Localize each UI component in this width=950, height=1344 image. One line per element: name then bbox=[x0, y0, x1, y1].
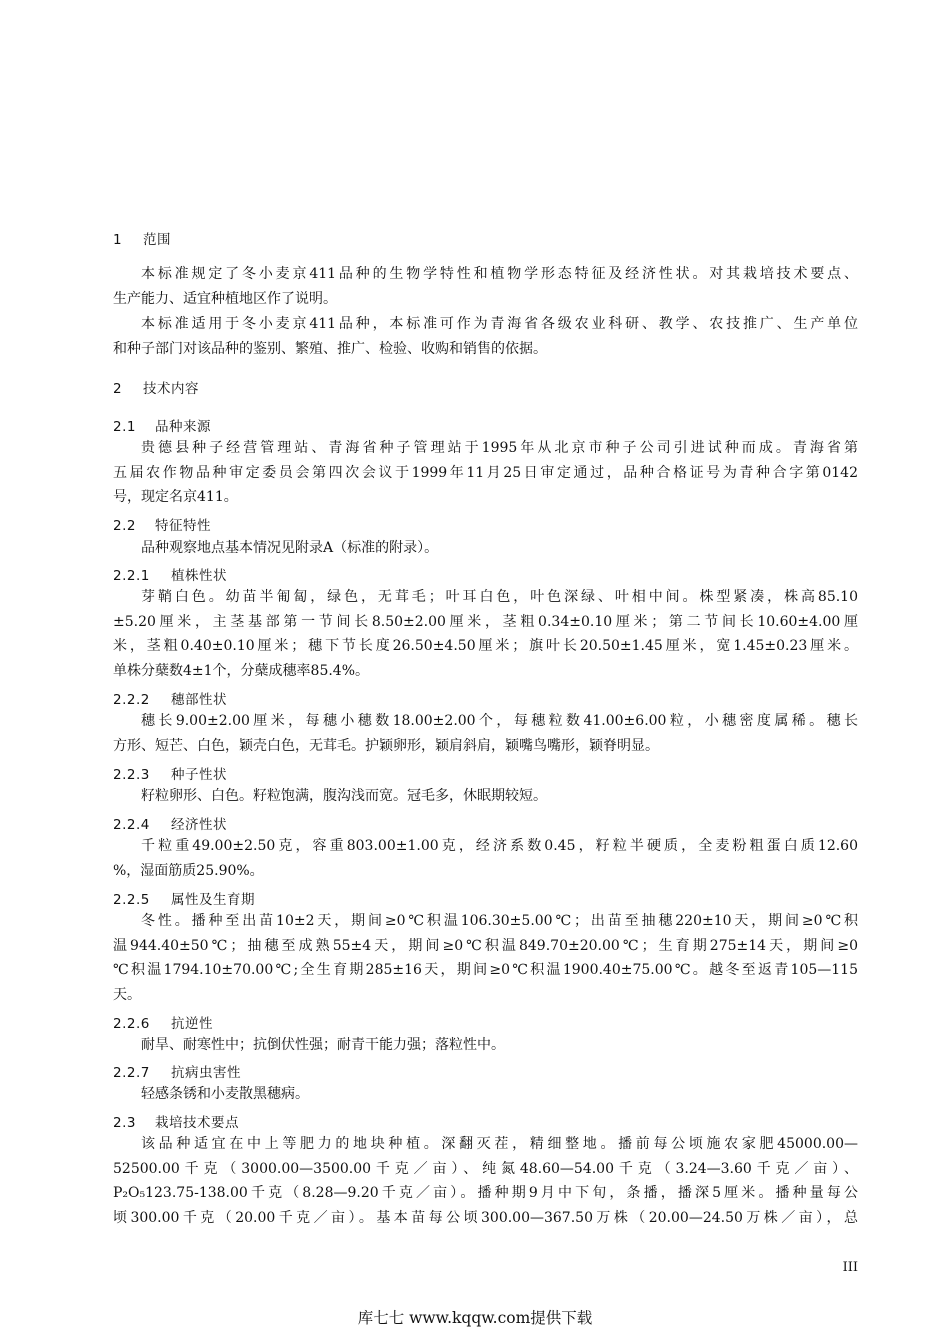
section-heading-2-2-2 bbox=[113, 688, 227, 708]
paragraph-economic-traits bbox=[113, 834, 858, 883]
paragraph-seed-traits bbox=[113, 784, 858, 809]
section-title: 品种来源 bbox=[155, 419, 211, 435]
section-title: 范围 bbox=[143, 232, 171, 248]
section-title: 特征特性 bbox=[155, 518, 211, 534]
paragraph-disease-resistance bbox=[113, 1082, 858, 1107]
text-line: ℃积温1794.10±70.00℃;全生育期285±16天，期间≥0℃积温1900.40±75.00℃。越冬至返青105—115 bbox=[113, 962, 858, 978]
paragraph-growth-period bbox=[113, 909, 858, 1007]
text-line: 顷300.00千克（20.00千克／亩）。基本苗每公顷300.00—367.50万株（20.00—24.50万株／亩），总 bbox=[113, 1209, 858, 1226]
section-title: 属性及生育期 bbox=[171, 892, 255, 908]
text-line: 单株分蘖数4±1个，分蘖成穗率85.4%。 bbox=[113, 662, 370, 679]
text-line: 耐旱、耐寒性中；抗倒伏性强；耐青干能力强；落粒性中。 bbox=[141, 1037, 505, 1053]
text-line: 品种观察地点基本情况见附录A（标准的附录）。 bbox=[141, 540, 439, 556]
section-title: 种子性状 bbox=[171, 767, 227, 783]
text-line: 冬性。播种至出苗10±2天，期间≥0℃积温106.30±5.00℃；出苗至抽穗220±10天，期间≥0℃积 bbox=[141, 913, 858, 929]
section-heading-2-2-6 bbox=[113, 1012, 213, 1032]
section-title: 穗部性状 bbox=[171, 692, 227, 708]
section-number: 2.2.5 bbox=[113, 892, 150, 908]
section-heading-2-3 bbox=[113, 1111, 239, 1131]
section-number: 2.2.3 bbox=[113, 767, 150, 783]
text-line: 芽鞘白色。幼苗半匍匐，绿色，无茸毛；叶耳白色，叶色深绿、叶相中间。株型紧凑，株高85.10 bbox=[141, 589, 858, 605]
text-line: 千粒重49.00±2.50克，容重803.00±1.00克，经济系数0.45，籽粒半硬质，全麦粉粗蛋白质12.60 bbox=[141, 838, 858, 854]
text-line: 籽粒卵形、白色。籽粒饱满，腹沟浅而宽。冠毛多，休眠期较短。 bbox=[141, 788, 547, 804]
section-heading-2-2 bbox=[113, 514, 211, 534]
paragraph-characteristics bbox=[113, 536, 858, 561]
section-title: 经济性状 bbox=[171, 817, 227, 833]
section-title: 植株性状 bbox=[171, 568, 227, 584]
text-line: 贵德县种子经营管理站、青海省种子管理站于1995年从北京市种子公司引进试种而成。青海省第 bbox=[141, 440, 858, 456]
section-heading-2-2-4 bbox=[113, 813, 227, 833]
section-heading-2-2-7 bbox=[113, 1061, 241, 1081]
text-line: 号，现定名京411。 bbox=[113, 489, 238, 505]
text-line: P₂O₅123.75-138.00千克（8.28—9.20千克／亩）。播种期9月中下旬，条播，播深5厘米。播种量每公 bbox=[113, 1185, 858, 1201]
paragraph-scope-2 bbox=[113, 312, 858, 361]
section-title: 技术内容 bbox=[143, 381, 199, 397]
text-line: 温944.40±50℃；抽穗至成熟55±4天，期间≥0℃积温849.70±20.00℃；生育期275±14天，期间≥0 bbox=[113, 937, 858, 954]
section-title: 抗逆性 bbox=[171, 1016, 213, 1032]
text-line: 轻感条锈和小麦散黑穗病。 bbox=[141, 1086, 309, 1102]
text-line: 生产能力、适宜种植地区作了说明。 bbox=[113, 290, 337, 307]
section-number: 2.2.2 bbox=[113, 692, 150, 708]
section-number: 2.2.7 bbox=[113, 1065, 150, 1081]
text-line: 本标准适用于冬小麦京411品种，本标准可作为青海省各级农业科研、教学、农技推广、生产单位 bbox=[141, 316, 858, 332]
section-number: 2.1 bbox=[113, 419, 136, 435]
paragraph-spike-traits bbox=[113, 709, 858, 758]
section-title: 抗病虫害性 bbox=[171, 1065, 241, 1081]
text-line: 米，茎粗0.40±0.10厘米；穗下节长度26.50±4.50厘米；旗叶长20.50±1.45厘米，宽1.45±0.23厘米。 bbox=[113, 638, 858, 654]
section-number: 2 bbox=[113, 381, 123, 397]
section-number: 2.3 bbox=[113, 1115, 136, 1131]
text-line: 穗长9.00±2.00厘米，每穗小穗数18.00±2.00个，每穗粒数41.00±6.00粒，小穗密度属稀。穗长 bbox=[141, 713, 858, 729]
section-number: 2.2.1 bbox=[113, 568, 150, 584]
section-heading-2-2-3 bbox=[113, 763, 227, 783]
paragraph-stress-resistance bbox=[113, 1033, 858, 1058]
paragraph-scope-1 bbox=[113, 262, 858, 311]
text-line: %，湿面筋质25.90%。 bbox=[113, 862, 264, 879]
text-line: 本标准规定了冬小麦京411品种的生物学特性和植物学形态特征及经济性状。对其栽培技术要点、 bbox=[141, 266, 858, 282]
section-heading-2-1 bbox=[113, 415, 211, 435]
text-line: 方形、短芒、白色，颖壳白色，无茸毛。护颖卵形，颖肩斜肩，颖嘴鸟嘴形，颖脊明显。 bbox=[113, 737, 659, 754]
text-line: ±5.20厘米，主茎基部第一节间长8.50±2.00厘米，茎粗0.34±0.10厘米；第二节间长10.60±4.00厘 bbox=[113, 613, 858, 630]
section-number: 2.2 bbox=[113, 518, 136, 534]
text-line: 五届农作物品种审定委员会第四次会议于1999年11月25日审定通过，品种合格证号为青种合字第0142 bbox=[113, 464, 858, 481]
paragraph-cultivation bbox=[113, 1132, 858, 1230]
text-line: 52500.00千克（3000.00—3500.00千克／亩）、纯氮48.60—54.00千克（3.24—3.60千克／亩）、 bbox=[113, 1160, 858, 1177]
text-line: 天。 bbox=[113, 986, 141, 1003]
section-number: 2.2.6 bbox=[113, 1016, 150, 1032]
section-heading-2-2-1 bbox=[113, 564, 227, 584]
page-number: III bbox=[842, 1260, 858, 1275]
section-number: 2.2.4 bbox=[113, 817, 150, 833]
text-line: 和种子部门对该品种的鉴别、繁殖、推广、检验、收购和销售的依据。 bbox=[113, 340, 547, 357]
text-line: 该品种适宜在中上等肥力的地块种植。深翻灭茬，精细整地。播前每公顷施农家肥45000.00— bbox=[141, 1136, 858, 1152]
download-footer: 库七七 www.kqqw.com提供下载 bbox=[357, 1309, 593, 1327]
section-title: 栽培技术要点 bbox=[155, 1115, 239, 1131]
paragraph-plant-traits bbox=[113, 585, 858, 683]
section-heading-2-2-5 bbox=[113, 888, 255, 908]
section-heading-1 bbox=[113, 228, 171, 248]
section-number: 1 bbox=[113, 232, 123, 248]
section-heading-2 bbox=[113, 377, 199, 397]
paragraph-origin bbox=[113, 436, 858, 510]
